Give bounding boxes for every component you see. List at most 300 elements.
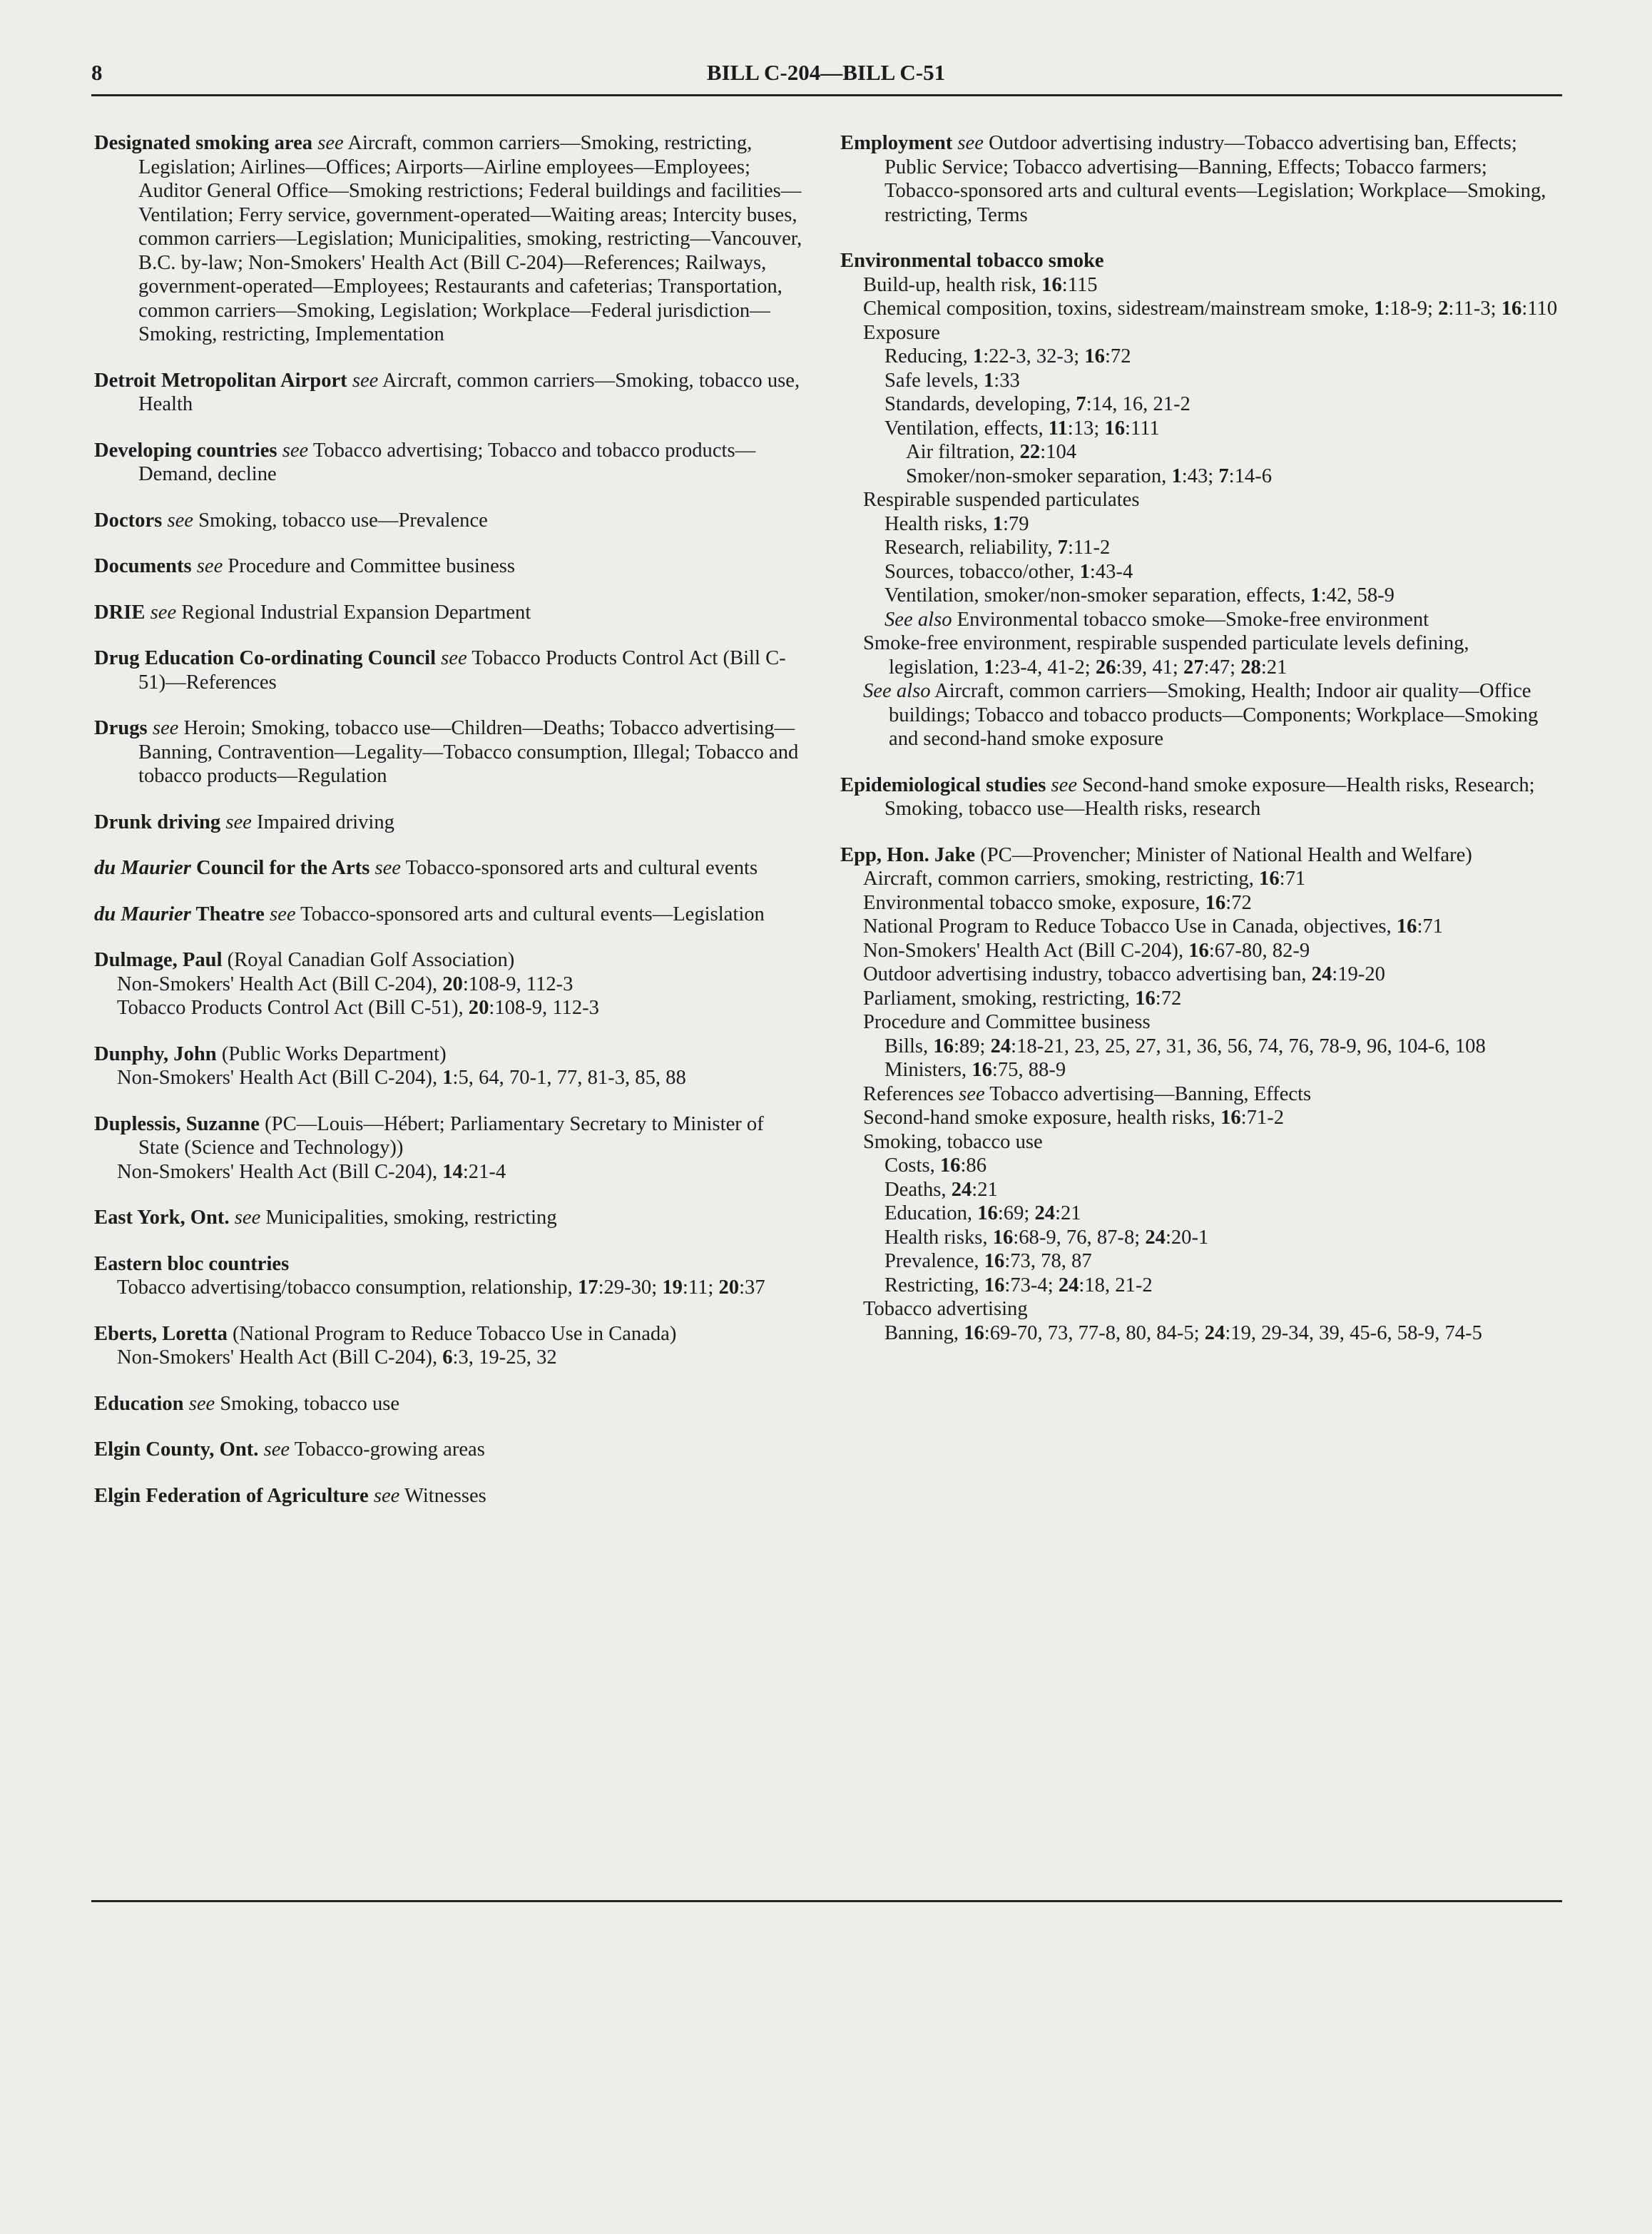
- entry-text: :20-1: [1165, 1226, 1209, 1249]
- left-column: [94, 131, 807, 1530]
- sub-entry: [884, 560, 1561, 584]
- entry-text: Procedure and Committee business: [223, 555, 516, 577]
- entry-text: :108-9, 112-3: [462, 973, 573, 995]
- index-entry: [94, 903, 807, 927]
- sub-entry: [906, 440, 1561, 464]
- sub-entry: [884, 417, 1561, 441]
- volume-number: 16: [1135, 987, 1156, 1010]
- entry-text: :79: [1002, 512, 1029, 535]
- entry-text: Aircraft, common carriers, smoking, restricting,: [863, 868, 1260, 890]
- entry-text: [258, 1438, 263, 1461]
- volume-number: 1: [972, 345, 984, 367]
- entry-text: [192, 555, 197, 577]
- entry-text: Tobacco advertising—Banning, Effects: [984, 1082, 1312, 1105]
- entry-heading: [94, 1252, 807, 1276]
- entry-term: Eastern bloc countries: [94, 1252, 290, 1275]
- entry-text: Tobacco Products Control Act (Bill C-51)—References: [138, 647, 786, 694]
- entry-heading: [94, 601, 807, 625]
- entry-text: Second-hand smoke exposure—Health risks, Research; Smoking, tobacco use—Health risks, research: [884, 773, 1535, 820]
- entry-text: Restricting,: [884, 1274, 984, 1296]
- volume-number: 28: [1240, 656, 1261, 679]
- entry-text: :29-30;: [598, 1276, 663, 1299]
- entry-term: Developing countries: [94, 439, 277, 462]
- italic-text: see: [957, 132, 984, 154]
- volume-number: 1: [1171, 464, 1182, 487]
- index-entry: [94, 131, 807, 347]
- entry-text: Non-Smokers' Health Act (Bill C-204),: [117, 1346, 443, 1369]
- header-rule: [91, 94, 1562, 96]
- entry-text: Tobacco advertising: [863, 1298, 1028, 1320]
- sub-entry: [884, 345, 1561, 369]
- volume-number: 24: [990, 1035, 1011, 1057]
- entry-term: Eberts, Loretta: [94, 1322, 228, 1345]
- entry-text: Safe levels,: [884, 369, 984, 392]
- entry-heading: [94, 811, 807, 835]
- volume-number: 16: [972, 1059, 992, 1081]
- volume-number: 27: [1183, 656, 1204, 679]
- entry-heading: [94, 1112, 807, 1160]
- sub-entry: [884, 1058, 1561, 1082]
- entry-text: Smoking, tobacco use: [215, 1392, 400, 1415]
- italic-text: see: [270, 903, 296, 925]
- entry-text: :37: [739, 1276, 765, 1299]
- entry-heading: [94, 131, 807, 347]
- entry-text: :18-9;: [1384, 298, 1439, 320]
- entry-text: Prevalence,: [884, 1250, 984, 1272]
- sub-entry: [906, 464, 1561, 489]
- entry-text: Theatre: [190, 903, 265, 925]
- entry-text: :104: [1040, 441, 1077, 463]
- entry-text: :19, 29-34, 39, 45-6, 58-9, 74-5: [1225, 1321, 1482, 1344]
- entry-term: Drugs: [94, 717, 148, 739]
- volume-number: 26: [1095, 656, 1116, 679]
- italic-text: see: [152, 717, 179, 739]
- sub-entry: [863, 297, 1561, 321]
- index-entry: [94, 1252, 807, 1300]
- volume-number: 1: [442, 1067, 453, 1089]
- entry-text: :23-4, 41-2;: [994, 656, 1096, 679]
- italic-text: see: [234, 1207, 261, 1229]
- entry-heading: [840, 773, 1561, 821]
- entry-heading: [94, 439, 807, 487]
- volume-number: 1: [1310, 584, 1321, 606]
- entry-text: :68-9, 76, 87-8;: [1013, 1226, 1146, 1249]
- entry-text: Heroin; Smoking, tobacco use—Children—Deaths; Tobacco advertising—Banning, Contravention—Legality—Tobacco consumption, Illegal; Tobacco and tobacco products—Regulation: [138, 717, 799, 787]
- entry-text: :3, 19-25, 32: [452, 1346, 557, 1369]
- entry-text: Bills,: [884, 1035, 934, 1057]
- volume-number: 16: [1501, 298, 1522, 320]
- volume-number: 1: [1079, 560, 1090, 583]
- entry-text: Banning,: [884, 1321, 964, 1344]
- entry-text: :21: [1260, 656, 1288, 679]
- index-entry: [94, 369, 807, 417]
- entry-text: Impaired driving: [251, 811, 394, 833]
- entry-text: :14-6: [1228, 464, 1273, 487]
- index-entry: [94, 1322, 807, 1370]
- volume-number: 20: [442, 973, 463, 995]
- entry-term: Documents: [94, 555, 192, 577]
- entry-text: Parliament, smoking, restricting,: [863, 987, 1136, 1010]
- entry-text: Research, reliability,: [884, 537, 1058, 559]
- entry-term: Employment: [840, 132, 953, 154]
- entry-text: Municipalities, smoking, restricting: [260, 1207, 557, 1229]
- entry-text: Environmental tobacco smoke—Smoke-free environment: [952, 608, 1429, 631]
- entry-text: Education,: [884, 1202, 978, 1224]
- entry-heading: [840, 131, 1561, 227]
- volume-number: 22: [1019, 441, 1041, 463]
- volume-number: 16: [984, 1250, 1005, 1272]
- entry-text: Second-hand smoke exposure, health risks,: [863, 1107, 1221, 1129]
- entry-heading: [94, 369, 807, 417]
- volume-number: 7: [1076, 393, 1086, 415]
- index-entry: [94, 1112, 807, 1184]
- index-entry: [94, 811, 807, 835]
- entry-text: Smoker/non-smoker separation,: [906, 464, 1172, 487]
- entry-heading: [840, 843, 1561, 868]
- sub-entry: [884, 536, 1561, 560]
- entry-text: :47;: [1203, 656, 1241, 679]
- entry-text: :21: [972, 1178, 998, 1201]
- entry-text: :73-4;: [1004, 1274, 1059, 1296]
- entry-text: Non-Smokers' Health Act (Bill C-204),: [117, 1067, 443, 1089]
- sub-entry: [863, 1106, 1561, 1130]
- entry-text: Witnesses: [399, 1484, 486, 1507]
- entry-text: Ventilation, effects,: [884, 417, 1049, 440]
- entry-text: :14, 16, 21-2: [1086, 393, 1190, 415]
- entry-text: (National Program to Reduce Tobacco Use in Canada): [227, 1322, 677, 1345]
- entry-text: Chemical composition, toxins, sidestream/mainstream smoke,: [863, 298, 1375, 320]
- entry-text: :11;: [682, 1276, 719, 1299]
- italic-text: du Maurier: [94, 903, 191, 925]
- index-entry: [94, 439, 807, 487]
- running-head: BILL C-204—BILL C-51: [706, 60, 946, 85]
- sub-entry: [863, 321, 1561, 345]
- volume-number: 16: [1084, 345, 1105, 367]
- volume-number: 16: [1188, 939, 1209, 962]
- volume-number: 14: [442, 1160, 463, 1183]
- sub-entry: [863, 939, 1561, 963]
- entry-text: Ministers,: [884, 1059, 972, 1081]
- entry-text: Build-up, health risk,: [863, 273, 1042, 296]
- entry-text: :115: [1061, 273, 1098, 296]
- volume-number: 6: [442, 1346, 453, 1369]
- entry-text: :72: [1225, 891, 1252, 914]
- sub-entry: [863, 1130, 1561, 1154]
- entry-text: :69;: [997, 1202, 1035, 1224]
- entry-text: Air filtration,: [906, 441, 1020, 463]
- entry-text: Smoking, tobacco use: [863, 1130, 1043, 1153]
- volume-number: 24: [1034, 1202, 1056, 1224]
- italic-text: see: [167, 509, 193, 532]
- entry-text: :5, 64, 70-1, 77, 81-3, 85, 88: [452, 1067, 686, 1089]
- volume-number: 16: [1205, 891, 1226, 914]
- entry-text: [265, 903, 270, 925]
- index-entry: [94, 948, 807, 1020]
- entry-text: Aircraft, common carriers—Smoking, Health; Indoor air quality—Office buildings; Tobacco and tobacco products—Components; Workplace—Smoking and second-hand smoke exposure: [889, 680, 1539, 750]
- sub-entry: [117, 973, 807, 997]
- entry-text: (PC—Louis—Hébert; Parliamentary Secretary to Minister of State (Science and Technology)): [138, 1112, 764, 1159]
- italic-text: see: [373, 1484, 400, 1507]
- entry-term: Epp, Hon. Jake: [840, 843, 976, 866]
- volume-number: 24: [951, 1178, 972, 1201]
- volume-number: 16: [1104, 417, 1126, 440]
- entry-heading: [94, 716, 807, 788]
- entry-text: Non-Smokers' Health Act (Bill C-204),: [117, 1160, 443, 1183]
- volume-number: 16: [1396, 915, 1417, 938]
- index-entry: [94, 554, 807, 579]
- volume-number: 20: [718, 1276, 740, 1299]
- entry-term: Elgin Federation of Agriculture: [94, 1484, 369, 1507]
- entry-text: :71: [1279, 868, 1306, 890]
- entry-text: Smoke-free environment, respirable suspended particulate levels defining, legislation,: [863, 632, 1469, 679]
- sub-entry: [863, 488, 1561, 512]
- entry-text: Reducing,: [884, 345, 973, 367]
- sub-entry: [884, 392, 1561, 417]
- sub-entry: [863, 273, 1561, 298]
- entry-text: :89;: [953, 1035, 991, 1057]
- entry-heading: [94, 1042, 807, 1067]
- entry-text: [1046, 774, 1051, 796]
- entry-text: :22-3, 32-3;: [983, 345, 1085, 367]
- entry-text: [148, 717, 153, 739]
- entry-text: :67-80, 82-9: [1208, 939, 1310, 962]
- entry-text: Health risks,: [884, 512, 993, 535]
- entry-term: East York, Ont.: [94, 1207, 230, 1229]
- entry-text: Respirable suspended particulates: [863, 489, 1140, 511]
- entry-text: :11-2: [1067, 537, 1111, 559]
- footer-rule: [91, 1900, 1562, 1902]
- entry-text: Outdoor advertising industry, tobacco advertising ban,: [863, 963, 1312, 985]
- sub-entry: [117, 996, 807, 1020]
- entry-text: Tobacco-sponsored arts and cultural events: [401, 857, 758, 879]
- sub-entry: [863, 1010, 1561, 1035]
- volume-number: 7: [1218, 464, 1229, 487]
- entry-text: Health risks,: [884, 1226, 993, 1249]
- entry-text: :11-3;: [1448, 298, 1501, 320]
- sub-entry: [884, 1154, 1561, 1178]
- volume-number: 1: [1374, 298, 1385, 320]
- entry-term: Epidemiological studies: [840, 773, 1046, 796]
- entry-text: [184, 1393, 189, 1415]
- volume-number: 11: [1048, 417, 1068, 440]
- volume-number: 16: [992, 1226, 1014, 1249]
- volume-number: 24: [1145, 1226, 1166, 1249]
- italic-text: see: [1051, 773, 1078, 796]
- entry-text: Procedure and Committee business: [863, 1011, 1151, 1033]
- entry-text: (Public Works Department): [216, 1042, 447, 1065]
- right-column: [840, 131, 1561, 1367]
- sub-entry: [884, 1226, 1561, 1250]
- entry-text: :21: [1055, 1202, 1081, 1224]
- entry-text: (Royal Canadian Golf Association): [222, 949, 515, 971]
- entry-heading: [94, 903, 807, 927]
- entry-text: :73, 78, 87: [1004, 1250, 1092, 1272]
- index-entry: [94, 646, 807, 694]
- entry-text: :71-2: [1240, 1107, 1285, 1129]
- italic-text: see: [441, 647, 467, 669]
- italic-text: du Maurier: [94, 857, 191, 879]
- entry-heading: [840, 249, 1561, 273]
- sub-entry: [884, 1274, 1561, 1298]
- entry-text: [146, 601, 151, 624]
- italic-text: see: [959, 1082, 985, 1105]
- entry-term: Doctors: [94, 509, 163, 532]
- entry-text: References: [863, 1082, 959, 1105]
- entry-text: Tobacco Products Control Act (Bill C-51),: [117, 997, 469, 1019]
- sub-entry: [884, 1249, 1561, 1274]
- entry-text: [277, 440, 282, 462]
- sub-entry: [884, 1321, 1561, 1346]
- index-entry: [94, 1206, 807, 1230]
- sub-entry: [863, 891, 1561, 915]
- entry-text: Environmental tobacco smoke, exposure,: [863, 891, 1205, 914]
- volume-number: 7: [1057, 537, 1068, 559]
- sub-entry: [117, 1066, 807, 1090]
- volume-number: 16: [939, 1154, 961, 1177]
- index-entry: [840, 773, 1561, 821]
- entry-text: Sources, tobacco/other,: [884, 560, 1080, 583]
- entry-text: :18-21, 23, 25, 27, 31, 36, 56, 74, 76, 78-9, 96, 104-6, 108: [1011, 1035, 1486, 1057]
- entry-text: National Program to Reduce Tobacco Use in Canada, objectives,: [863, 915, 1397, 938]
- volume-number: 19: [662, 1276, 683, 1299]
- volume-number: 24: [1204, 1321, 1225, 1344]
- index-entry: [94, 856, 807, 880]
- entry-text: :39, 41;: [1116, 656, 1184, 679]
- entry-text: :18, 21-2: [1079, 1274, 1153, 1296]
- entry-text: Regional Industrial Expansion Department: [176, 601, 531, 624]
- volume-number: 24: [1058, 1274, 1079, 1296]
- volume-number: 17: [577, 1276, 598, 1299]
- index-entry: [94, 1438, 807, 1462]
- index-entry: [840, 843, 1561, 1346]
- entry-text: Ventilation, smoker/non-smoker separation, effects,: [884, 584, 1311, 606]
- entry-text: :71: [1417, 915, 1443, 938]
- sub-entry: [863, 679, 1561, 751]
- italic-text: see: [150, 601, 177, 624]
- page-header: [91, 60, 1561, 94]
- entry-text: Tobacco-sponsored arts and cultural events—Legislation: [295, 903, 765, 925]
- entry-text: Exposure: [863, 321, 940, 344]
- sub-entry: [117, 1276, 807, 1300]
- sub-entry: [117, 1346, 807, 1370]
- sub-entry: [863, 987, 1561, 1011]
- index-entry: [840, 249, 1561, 751]
- entry-text: Tobacco advertising/tobacco consumption, relationship,: [117, 1276, 578, 1299]
- italic-text: see: [317, 132, 344, 154]
- italic-text: see: [352, 369, 379, 392]
- italic-text: see: [263, 1438, 290, 1461]
- entry-heading: [94, 1206, 807, 1230]
- entry-heading: [94, 948, 807, 973]
- entry-heading: [94, 509, 807, 533]
- entry-text: :111: [1125, 417, 1160, 440]
- entry-heading: [94, 856, 807, 880]
- entry-text: :21-4: [462, 1160, 506, 1183]
- entry-text: Tobacco-growing areas: [290, 1438, 485, 1461]
- entry-text: :19-20: [1332, 963, 1385, 985]
- italic-text: see: [225, 811, 252, 833]
- entry-text: Deaths,: [884, 1178, 952, 1201]
- volume-number: 16: [984, 1274, 1005, 1296]
- entry-text: :75, 88-9: [991, 1059, 1066, 1081]
- entry-text: :69-70, 73, 77-8, 80, 84-5;: [984, 1321, 1205, 1344]
- volume-number: 16: [1041, 273, 1062, 296]
- sub-entry: [884, 584, 1561, 608]
- entry-text: Smoking, tobacco use—Prevalence: [193, 509, 488, 532]
- volume-number: 16: [1220, 1107, 1241, 1129]
- entry-term: Drug Education Co-ordinating Council: [94, 647, 437, 669]
- italic-text: See also: [863, 680, 931, 702]
- entry-term: Environmental tobacco smoke: [840, 250, 1104, 272]
- entry-text: :33: [994, 369, 1020, 392]
- italic-text: see: [374, 857, 401, 879]
- sub-entry: [884, 608, 1561, 632]
- entry-heading: [94, 646, 807, 694]
- entry-text: Outdoor advertising industry—Tobacco advertising ban, Effects; Public Service; Tobacco advertising—Banning, Effects; Tobacco farmers; Tobacco-sponsored arts and cultural events—Legislation; Workplace—Smoking, restricting, Terms: [884, 132, 1546, 226]
- entry-term: Dulmage, Paul: [94, 949, 223, 971]
- sub-entry: [863, 1297, 1561, 1321]
- sub-entry: [863, 867, 1561, 891]
- italic-text: see: [188, 1392, 215, 1415]
- sub-entry: [863, 915, 1561, 939]
- entry-text: :42, 58-9: [1320, 584, 1394, 606]
- entry-text: [230, 1207, 235, 1229]
- entry-term: Drunk driving: [94, 811, 221, 833]
- index-entry: [94, 716, 807, 788]
- entry-text: :43-4: [1089, 560, 1133, 583]
- index-entry: [94, 1484, 807, 1508]
- entry-text: Non-Smokers' Health Act (Bill C-204),: [117, 973, 443, 995]
- volume-number: 16: [964, 1321, 984, 1344]
- entry-text: [347, 370, 352, 392]
- entry-term: Elgin County, Ont.: [94, 1438, 259, 1461]
- index-entry: [94, 1042, 807, 1090]
- entry-text: (PC—Provencher; Minister of National Health and Welfare): [975, 843, 1472, 866]
- sub-entry: [863, 963, 1561, 987]
- index-entry: [94, 1392, 807, 1416]
- entry-text: Standards, developing,: [884, 393, 1076, 415]
- entry-text: Council for the Arts: [190, 857, 370, 879]
- sub-entry: [884, 512, 1561, 537]
- entry-term: Designated smoking area: [94, 132, 313, 154]
- entry-heading: [94, 1438, 807, 1462]
- entry-term: Dunphy, John: [94, 1042, 217, 1065]
- entry-heading: [94, 1392, 807, 1416]
- entry-text: [369, 1485, 374, 1507]
- sub-entry: [884, 369, 1561, 393]
- entry-term: Duplessis, Suzanne: [94, 1112, 260, 1135]
- sub-entry: [117, 1160, 807, 1184]
- entry-term: DRIE: [94, 601, 146, 624]
- entry-text: Aircraft, common carriers—Smoking, restricting, Legislation; Airlines—Offices; Airports—Airline employees—Employees; Auditor General Office—Smoking restrictions; Federal buildings and facilities—Ventilation; Ferry service, government-operated—Waiting areas; Intercity buses, common carriers—Legislation; Municipalities, smoking, restricting—Vancouver, B.C. by-law; Non-Smokers' Health Act (Bill C-204)—References; Railways, government-operated—Employees; Restaurants and cafeterias; Transportation, common carriers—Smoking, Legislation; Workplace—Federal jurisdiction—Smoking, restricting, Implementation: [138, 132, 802, 345]
- entry-text: :110: [1521, 298, 1558, 320]
- sub-entry: [863, 631, 1561, 679]
- entry-term: Education: [94, 1392, 184, 1415]
- index-entry: [94, 601, 807, 625]
- italic-text: See also: [884, 608, 952, 631]
- entry-text: :13;: [1067, 417, 1105, 440]
- entry-heading: [94, 1322, 807, 1346]
- entry-heading: [94, 1484, 807, 1508]
- sub-entry: [884, 1178, 1561, 1202]
- entry-text: Costs,: [884, 1154, 940, 1177]
- volume-number: 1: [983, 369, 994, 392]
- entry-text: Aircraft, common carriers—Smoking, tobacco use, Health: [138, 369, 800, 415]
- entry-heading: [94, 554, 807, 579]
- italic-text: see: [196, 555, 223, 577]
- entry-text: Non-Smokers' Health Act (Bill C-204),: [863, 939, 1189, 962]
- volume-number: 24: [1311, 963, 1332, 985]
